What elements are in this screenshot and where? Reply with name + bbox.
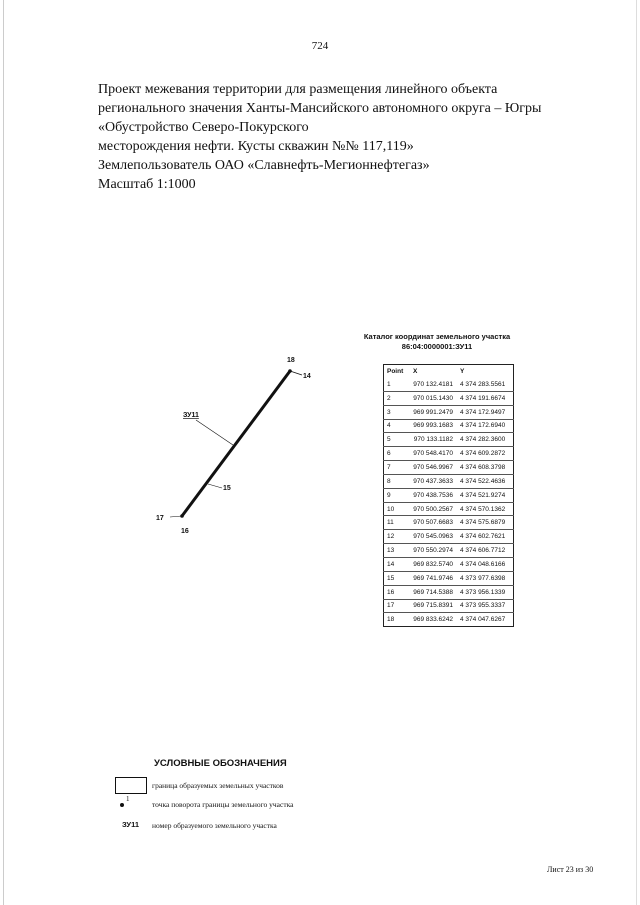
legend-parcel-code: ЗУ11	[122, 820, 140, 829]
cell-y: 4 373 956.1339	[457, 585, 514, 599]
cell-point: 17	[384, 599, 411, 613]
cell-y: 4 374 522.4636	[457, 474, 514, 488]
cell-point: 6	[384, 447, 411, 461]
point-label-18: 18	[287, 357, 295, 364]
catalog-parcel-number: 86:04:0000001:ЗУ11	[401, 342, 473, 351]
table-row	[384, 585, 514, 599]
cell-y: 4 374 172.6940	[457, 419, 514, 433]
table-row	[384, 419, 514, 433]
title-line: Землепользователь ОАО «Славнефть-Мегионнефтегаз»	[98, 158, 430, 173]
table-row	[384, 378, 514, 391]
title-line: месторождения нефти. Кусты скважин №№ 117,119»	[98, 139, 414, 154]
catalog-title-line: Каталог координат земельного участка	[363, 332, 511, 341]
cell-x: 970 548.4170	[410, 447, 457, 461]
table-row	[384, 488, 514, 502]
table-row	[384, 474, 514, 488]
table-body	[384, 378, 514, 627]
table-row	[384, 613, 514, 627]
legend-boundary-symbol	[115, 777, 147, 794]
table-row	[384, 571, 514, 585]
cell-point: 2	[384, 391, 411, 405]
cell-x: 970 500.2567	[410, 502, 457, 516]
legend-parcel-text: номер образуемого земельного участка	[152, 821, 277, 830]
title-line: «Обустройство Северо-Покурского	[98, 120, 309, 135]
cell-x: 969 741.9746	[410, 571, 457, 585]
cell-x: 970 438.7536	[410, 488, 457, 502]
title-line: регионального значения Ханты-Мансийского автономного округа – Югры	[98, 101, 542, 116]
cell-y: 4 374 521.9274	[457, 488, 514, 502]
catalog-title	[362, 332, 512, 352]
cell-point: 14	[384, 557, 411, 571]
cell-point: 11	[384, 516, 411, 530]
legend-title: УСЛОВНЫЕ ОБОЗНАЧЕНИЯ	[154, 758, 287, 769]
cell-y: 4 373 955.3337	[457, 599, 514, 613]
legend-point-number: 1	[126, 795, 130, 803]
table-row	[384, 599, 514, 613]
cell-x: 969 832.5740	[410, 557, 457, 571]
column-header-x: X	[413, 368, 418, 375]
cell-point: 12	[384, 530, 411, 544]
cell-x: 970 550.2974	[410, 544, 457, 558]
cell-x: 969 714.5388	[410, 585, 457, 599]
cell-point: 4	[384, 419, 411, 433]
cell-point: 13	[384, 544, 411, 558]
cell-point: 7	[384, 461, 411, 475]
cell-y: 4 374 608.3798	[457, 461, 514, 475]
point-label-14: 14	[303, 373, 311, 380]
cell-x: 969 715.8391	[410, 599, 457, 613]
cell-point: 8	[384, 474, 411, 488]
cell-y: 4 374 048.6166	[457, 557, 514, 571]
cell-x: 969 833.6242	[410, 613, 457, 627]
cell-x: 970 437.3633	[410, 474, 457, 488]
cell-x: 969 991.2479	[410, 405, 457, 419]
parcel-label: ЗУ11	[183, 412, 199, 419]
cell-x: 970 545.0963	[410, 530, 457, 544]
cell-y: 4 374 606.7712	[457, 544, 514, 558]
table-row	[384, 433, 514, 447]
cell-point: 5	[384, 433, 411, 447]
title-line: Масштаб 1:1000	[98, 177, 196, 192]
table-row	[384, 530, 514, 544]
leader-17	[170, 516, 182, 517]
coordinate-catalog-table	[383, 364, 514, 627]
cell-y: 4 374 609.2872	[457, 447, 514, 461]
legend-point-symbol	[120, 803, 124, 807]
cell-x: 970 546.9967	[410, 461, 457, 475]
table-row	[384, 391, 514, 405]
cell-point: 3	[384, 405, 411, 419]
cell-point: 16	[384, 585, 411, 599]
cell-y: 4 374 172.9497	[457, 405, 514, 419]
cell-x: 970 132.4181	[413, 380, 453, 388]
cell-point: 1	[387, 380, 391, 388]
cell-y: 4 374 047.6267	[457, 613, 514, 627]
turning-point-marker	[288, 369, 292, 373]
table-row	[384, 461, 514, 475]
table-row	[384, 405, 514, 419]
point-label-16: 16	[181, 528, 189, 535]
cell-y: 4 374 602.7621	[457, 530, 514, 544]
cell-point: 10	[384, 502, 411, 516]
table-row	[384, 516, 514, 530]
table-row	[384, 557, 514, 571]
parcel-boundary	[182, 371, 290, 516]
column-header-point: Point	[387, 368, 404, 375]
table-row	[384, 544, 514, 558]
leader-parcel	[196, 420, 233, 445]
cell-x: 969 993.1683	[410, 419, 457, 433]
column-header-y: Y	[460, 368, 465, 375]
cell-point: 9	[384, 488, 411, 502]
cell-y: 4 373 977.6398	[457, 571, 514, 585]
cell-y: 4 374 282.3600	[457, 433, 514, 447]
turning-point-marker	[180, 514, 184, 518]
legend-boundary-text: граница образуемых земельных участков	[152, 781, 284, 790]
cell-point: 18	[384, 613, 411, 627]
cell-y: 4 374 191.6674	[457, 391, 514, 405]
cell-x: 970 507.6683	[410, 516, 457, 530]
point-label-17: 17	[156, 515, 164, 522]
table-row	[384, 502, 514, 516]
cell-x: 970 015.1430	[410, 391, 457, 405]
point-label-15: 15	[223, 485, 231, 492]
cell-y: 4 374 575.6879	[457, 516, 514, 530]
cell-x: 970 133.1182	[410, 433, 457, 447]
cell-y: 4 374 570.1362	[457, 502, 514, 516]
leader-14	[290, 371, 302, 375]
leader-15	[208, 484, 222, 488]
cell-y: 4 374 283.5561	[460, 380, 506, 388]
sheet-number: Лист 23 из 30	[547, 865, 594, 874]
legend-point-text: точка поворота границы земельного участка	[152, 800, 294, 809]
cell-point: 15	[384, 571, 411, 585]
page-number: 724	[311, 40, 329, 52]
title-line: Проект межевания территории для размещения линейного объекта	[98, 82, 498, 97]
table-row	[384, 447, 514, 461]
table-header-row	[384, 365, 514, 379]
